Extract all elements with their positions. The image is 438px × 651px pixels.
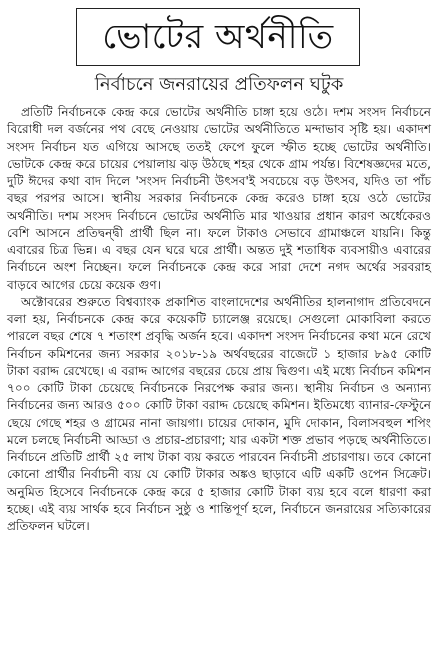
- article-body: [7, 104, 431, 535]
- article-paragraph-1: প্রতিটি নির্বাচনকে কেন্দ্র করে ভোটের অর্থনীতি চাঙ্গা হয়ে ওঠে। দশম সংসদ নির্বাচনে বিরোধী দল বর্জনের পথ বেছে নেওয়ায় ভোটের অর্থনীতিতে মন্দাভাব সৃষ্টি হয়। একাদশ সংসদ নির্বাচন যত এগিয়ে আসছে ততই ফেপে ফুলে স্ফীত হচ্ছে ভোটের অর্থনীতি। ভোটকে কেন্দ্র করে চায়ের পেয়ালায় ঝড় উঠছে শহর থেকে গ্রাম পর্যন্ত। বিশেষজ্ঞদের মতে, দুটি ঈদের কথা বাদ দিলে 'সংসদ নির্বাচনী উৎসব'ই সবচেয়ে বড় উৎসব, যদিও তা পাঁচ বছর পরপর আসে। স্থানীয় সরকার নির্বাচনকে কেন্দ্র করেও চাঙ্গা হয়ে ওঠে ভোটের অর্থনীতি। দশম সংসদ নির্বাচনে ভোটের অর্থনীতি মার খাওয়ার প্রধান কারণ অর্ধেকেরও বেশি আসনে প্রতিদ্বন্দ্বী প্রার্থী ছিল না। ফলে টাকাও সেভাবে গ্রামাঞ্চলে যায়নি। কিন্তু এবারের চিত্র ভিন্ন। এ বছর যেন ঘরে ঘরে প্রার্থী। অন্তত দুই শতাধিক ব্যবসায়ীও এবারের নির্বাচনে অংশ নিচ্ছেন। ফলে নির্বাচনকে কেন্দ্র করে সারা দেশে নগদ অর্থের সরবরাহ বাড়বে আগের চেয়ে কয়েক গুণ।: [7, 105, 431, 292]
- headline: ভোটের অর্থনীতি: [102, 17, 334, 57]
- subheadline: নির্বাচনে জনরায়ের প্রতিফলন ঘটুক: [94, 74, 344, 95]
- headline-box: [76, 8, 360, 66]
- article-paragraph-2: অক্টোবরের শুরুতে বিশ্বব্যাংক প্রকাশিত বাংলাদেশের অর্থনীতির হালনাগাদ প্রতিবেদনে বলা হয়, নির্বাচনকে কেন্দ্র করে কয়েকটি চ্যালেঞ্জ রয়েছে। সেগুলো মোকাবিলা করতে পারলে বছর শেষে ৭ শতাংশ প্রবৃদ্ধি অর্জন হবে। একাদশ সংসদ নির্বাচনের কথা মনে রেখে নির্বাচন কমিশনের জন্য সরকার ২০১৮-১৯ অর্থবছরের বাজেটে ১ হাজার ৮৯৫ কোটি টাকা বরাদ্দ রেখেছে। এ বরাদ্দ আগের বছরের চেয়ে প্রায় দ্বিগুণ। এই মধ্যে নির্বাচন কমিশন ৭০০ কোটি টাকা চেয়েছে নির্বাচনকে নিরপেক্ষ করার জন্য। স্থানীয় নির্বাচন ও অন্যান্য নির্বাচনের জন্য আরও ৫০০ কোটি টাকা বরাদ্দ চেয়েছে কমিশন। ইতিমধ্যে ব্যানার-ফেস্টুনে ছেয়ে গেছে শহর ও গ্রামের নানা জায়গা। চায়ের দোকান, মুদি দোকান, বিলাসবহুল শপিং মলে চলছে নির্বাচনী আড্ডা ও প্রচার-প্রচারণা; যার একটা শক্ত প্রভাব পড়ছে অর্থনীতিতে। নির্বাচনে প্রতিটি প্রার্থী ২৫ লাখ টাকা ব্যয় করতে পারবেন নির্বাচনী প্রচারণায়। তবে কোনো কোনো প্রার্থীর নির্বাচনী ব্যয় যে কোটি টাকার অঙ্কও ছাড়াবে এটি একটি ওপেন সিক্রেট। অনুমিত হিসেবে নির্বাচনকে কেন্দ্র করে ৫ হাজার কোটি টাকা ব্যয় হবে বলে ধারণা করা হচ্ছে। এই ব্যয় সার্থক হবে নির্বাচন সুষ্ঠু ও শান্তিপূর্ণ হলে, নির্বাচনে জনরায়ের সত্যিকারের প্রতিফলন ঘটলে।: [7, 294, 431, 533]
